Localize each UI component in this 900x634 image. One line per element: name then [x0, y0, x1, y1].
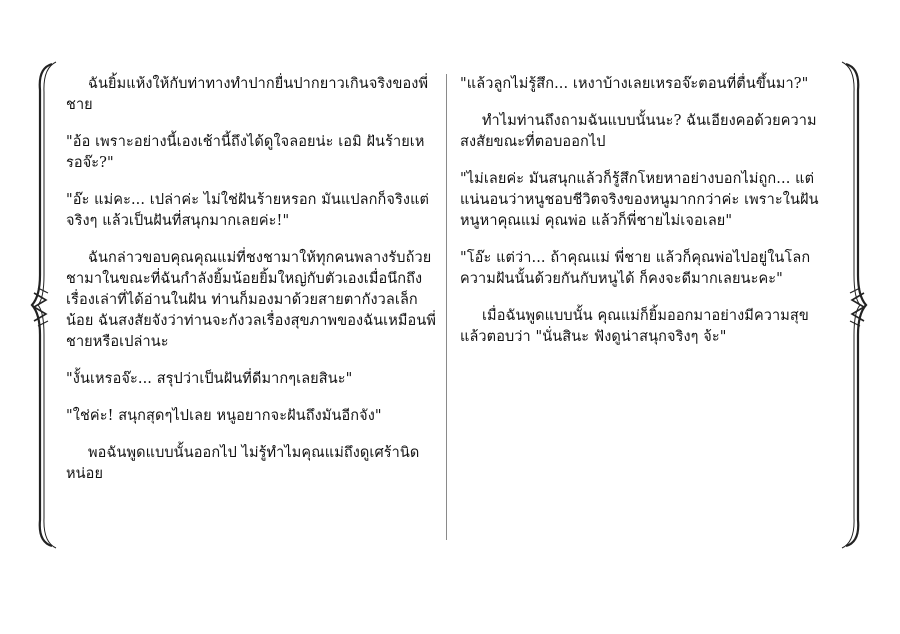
left-text-column — [66, 74, 438, 501]
paragraph: เมื่อฉันพูดแบบนั้น คุณแม่ก็ยิ้มออกมาอย่างมีความสุขแล้วตอบว่า "นั่นสินะ ฟังดูน่าสนุกจริงๆ จ้ะ" — [460, 308, 809, 345]
paragraph: "อ๊ะ แม่คะ... เปล่าค่ะ ไม่ใช่ฝันร้ายหรอก มันแปลกก็จริงแต่จริงๆ แล้วเป็นฝันที่สนุกมากเลยค่ะ!" — [66, 192, 430, 229]
ornamental-left-bracket-icon — [30, 60, 62, 550]
paragraph: "ไม่เลยค่ะ มันสนุกแล้วก็รู้สึกโหยหาอย่างบอกไม่ถูก... แต่แน่นอนว่าหนูชอบชีวิตจริงของหนูมากกว่าค่ะ เพราะในฝันหนูหาคุณแม่ คุณพ่อ แล้วก็พี่ชายไม่เจอเลย" — [460, 171, 819, 229]
page-divider — [446, 74, 447, 540]
paragraph: ฉันกล่าวขอบคุณคุณแม่ที่ชงชามาให้ทุกคนพลางรับถ้วยชามาในขณะที่ฉันกำลังยิ้มน้อยยิ้มใหญ่กับตัวเองเมื่อนึกถึงเรื่องเล่าที่ได้อ่านในฝัน ท่านก็มองมาด้วยสายตากังวลเล็กน้อย ฉันสงสัยจังว่าท่านจะกังวลเรื่องสุขภาพของฉันเหมือนพี่ชายหรือเปล่านะ — [66, 250, 437, 350]
paragraph: "งั้นเหรอจ๊ะ... สรุปว่าเป็นฝันที่ดีมากๆเลยสินะ" — [66, 371, 353, 387]
right-text-column — [460, 74, 832, 364]
paragraph: "อ้อ เพราะอย่างนี้เองเช้านี้ถึงได้ดูใจลอยน่ะ เอมิ ฝันร้ายเหรอจ๊ะ?" — [66, 134, 425, 171]
paragraph: "ใช่ค่ะ! สนุกสุดๆไปเลย หนูอยากจะฝันถึงมันอีกจัง" — [66, 408, 382, 424]
paragraph: "แล้วลูกไม่รู้สึก... เหงาบ้างเลยเหรอจ๊ะตอนที่ตื่นขึ้นมา?" — [460, 76, 809, 92]
paragraph: ฉันยิ้มแห้งให้กับท่าทางทำปากยื่นปากยาวเกินจริงของพี่ชาย — [66, 76, 429, 113]
ornamental-right-bracket-icon — [836, 60, 868, 550]
paragraph: พอฉันพูดแบบนั้นออกไป ไม่รู้ทำไมคุณแม่ถึงดูเศร้านิดหน่อย — [66, 445, 420, 482]
paragraph: ทำไมท่านถึงถามฉันแบบนั้นนะ? ฉันเอียงคอด้วยความสงสัยขณะที่ตอบออกไป — [460, 113, 817, 150]
paragraph: "โอ๊ะ แต่ว่า... ถ้าคุณแม่ พี่ชาย แล้วก็คุณพ่อไปอยู่ในโลกความฝันนั้นด้วยกันกับหนูได้ ก็คงจะดีมากเลยนะคะ" — [460, 250, 811, 287]
